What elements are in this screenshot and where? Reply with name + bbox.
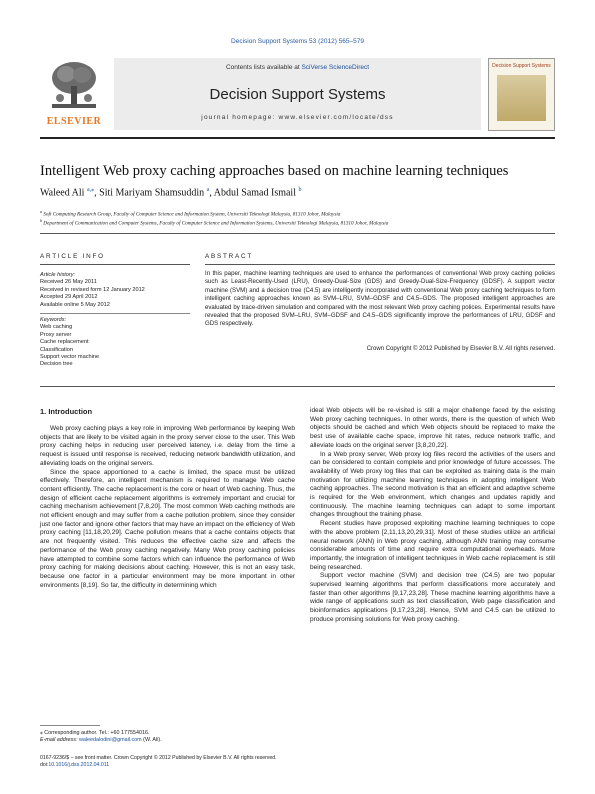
abstract-text: In this paper, machine learning techniques are used to enhance the performances of conventional Web proxy caching policies such as Least-Recently-Used (LRU), Greedy-Dual-Size (GDS) and Greedy-Dual-Size-Frequency (GDSF). A support vector machine (SVM) and a decision tree (C4.5) are intelligently incorporated with conventional Web proxy caching techniques to form intelligent caching approaches known as SVM–LRU, SVM–GDSF and C4.5–GDS. The proposed intelligent approaches are evaluated by trace-driven simulation and compared with the most relevant Web proxy caching polices. Experimental results have revealed that the proposed SVM–LRU, SVM–GDSF and C4.5–GDS significantly improve the performances of LRU, GDSF and GDS respectively. [205, 270, 555, 328]
section-heading: 1. Introduction [40, 407, 93, 416]
journal-header [114, 58, 481, 130]
affiliation-sup: a [40, 209, 42, 214]
doi-link[interactable]: 10.1016/j.dss.2012.04.011 [48, 762, 110, 768]
publisher-name: ELSEVIER [46, 116, 102, 127]
author-name: Abdul Samad Ismail [213, 187, 296, 199]
journal-title: Decision Support Systems [209, 86, 386, 103]
history-item: Accepted 29 April 2012 [40, 294, 98, 301]
paper-title: Intelligent Web proxy caching approaches based on machine learning techniques [40, 163, 509, 179]
author-sup[interactable]: a [206, 187, 210, 193]
body-paragraph: In a Web proxy server, Web proxy log files record the activities of the users and can be considered to contain complete and prior knowledge of future accesses. The availability of Web proxy log files that can be exploited as training data is the main motivation for utilizing machine learning techniques in adopting intelligent Web caching approaches. The second motivation is that an efficient and adaptive scheme is required for the Web environment, which changes and updates rapidly and continuously. The machine learning techniques can adapt to some important changes throughout the training phase. [310, 450, 555, 519]
header-divider [40, 137, 555, 139]
journal-homepage[interactable]: journal homepage: www.elsevier.com/locate/dss [201, 114, 394, 121]
affiliation-text: Department of Communication and Computer Systems, Faculty of Computer Science and Information Systems, Universiti Teknologi Malaysia, 81310 Johor, Malaysia [43, 220, 389, 227]
abstract-divider [205, 264, 555, 265]
body-paragraph: Support vector machine (SVM) and decision tree (C4.5) are two popular supervised learning algorithms that perform classifications more accurately and faster than other algorithms [9,17,23,28]. These machine learning algorithms have a wide range of applications such as text classification, Web page classification and bioinformatics applications [9,17,23,28]. Hence, SVM and C4.5 can be utilized to produce promising solutions for Web proxy caching. [310, 572, 555, 623]
history-label: Article history: [40, 272, 76, 278]
keyword: Decision tree [40, 361, 73, 368]
issn-line: 0167-9236/$ – see front matter. Crown Copyright © 2012 Published by Elsevier B.V. All rights reserved. [40, 755, 277, 761]
cover-title: Decision Support Systems [492, 63, 551, 69]
author-list: Waleed Ali $^{a,⁎}$, Siti Mariyam Shamsuddin $^a$, Abdul Samad Ismail $^b$ [40, 187, 302, 199]
journal-cover[interactable] [488, 58, 555, 131]
affiliation-divider [40, 233, 555, 234]
history-item: Received in revised form 12 January 2012 [40, 286, 145, 293]
corresponding-author: ⁎ Corresponding author. Tel.: +60 177554016. [40, 730, 150, 736]
footnote [40, 730, 290, 744]
abstract-heading: ABSTRACT [205, 253, 253, 260]
abstract-end-divider [40, 386, 555, 387]
cover-image [497, 75, 546, 121]
elsevier-logo[interactable] [40, 58, 108, 130]
affiliation-text: Soft Computing Research Group, Faculty of Computer Science and Information System, Universiti Teknologi Malaysia, 81310 Johor, Malaysia [43, 211, 341, 218]
keyword: Classification [40, 346, 73, 353]
doi-prefix: doi: [40, 762, 49, 768]
body-paragraph: Since the space apportioned to a cache is limited, the space must be utilized effectively. Therefore, an intelligent mechanism is required to manage Web cache content efficiently. The cache replacement is the core or heart of Web caching. Thus, the design of efficient cache replacement algorithms is extremely important and crucial for caching mechanism achievement [7,8,20]. The most common Web caching methods are not efficient enough and may suffer from a cache pollution problem, since they consider just one factor and ignore other factors that may have an impact on the efficiency of Web proxy caching [11,18,20,29]. Cache pollution means that a cache contains objects that are not frequently visited. This reduces the effective cache size and affects the performance of the Web proxy caching negatively. Many Web proxy caching policies have attempted to combine some factors which can influence the performance of Web proxy caching for making decisions about caching. However, this is not an easy task, because one factor in a particular environment may be more important in other environments [8,19]. So far, the difficulty in determining which [40, 468, 295, 589]
author-sup[interactable]: a,⁎ [86, 187, 95, 193]
elsevier-tree-icon [46, 60, 102, 110]
contents-line [114, 64, 481, 71]
history-item: Available online 5 May 2012 [40, 301, 110, 308]
keyword: Support vector machine [40, 354, 100, 361]
affiliation [40, 218, 555, 227]
author-sup[interactable]: b [298, 187, 302, 193]
author-name: Siti Mariyam Shamsuddin [99, 187, 205, 199]
info-divider [40, 264, 190, 265]
front-matter [40, 755, 440, 769]
left-column [40, 425, 295, 590]
affiliation [40, 209, 555, 218]
email-label: E-mail address: [40, 737, 79, 743]
article-info [40, 272, 190, 369]
abstract-copyright: Crown Copyright © 2012 Published by Elsevier B.V. All rights reserved. [366, 346, 555, 352]
article-info-heading: ARTICLE INFO [40, 253, 105, 260]
body-paragraph: Web proxy caching plays a key role in improving Web performance by keeping Web objects that are likely to be visited again in the proxy server close to the user. This Web proxy caching helps in reducing user perceived latency, i.e. delay from the time a request is issued until response is received, reducing network bandwidth utilization, and alleviating loads on the original servers. [40, 425, 295, 467]
body-paragraph: Recent studies have proposed exploiting machine learning techniques to cope with the above problem [2,11,13,20,29,31]. Most of these studies utilize an artificial neural network (ANN) in Web proxy caching, although ANN training may consume considerable amounts of time and require extra computational overheads. More importantly, the integration of intelligent techniques in Web cache replacement is still being researched. [310, 520, 555, 571]
history-item: Received 26 May 2011 [40, 279, 97, 286]
email-suffix: (W. Ali). [141, 737, 162, 743]
sciencedirect-link[interactable]: SciVerse ScienceDirect [301, 64, 370, 71]
right-column [310, 407, 555, 625]
author-name: Waleed Ali [40, 187, 85, 199]
keywords-label: Keywords: [40, 317, 67, 324]
keyword: Web caching [40, 324, 73, 331]
keyword: Proxy server [40, 331, 72, 338]
keyword: Cache replacement [40, 339, 89, 346]
affiliation-sup: b [40, 218, 42, 223]
contents-prefix: Contents lists available at [225, 64, 302, 71]
info-separator [40, 313, 190, 314]
journal-reference[interactable]: Decision Support Systems 53 (2012) 565–579 [231, 38, 364, 45]
email-link[interactable]: waleedalodini@gmail.com [78, 737, 142, 743]
body-paragraph: ideal Web objects will be re-visited is still a major challenge faced by the existing Web proxy caching techniques. In other words, there is the question of which Web objects should be cached and which Web objects should be replaced to make the best use of available cache space, improve hit rates, reduce network traffic, and alleviate loads on the original server [3,8,20,22]. [310, 407, 555, 449]
footnote-rule [40, 725, 100, 726]
